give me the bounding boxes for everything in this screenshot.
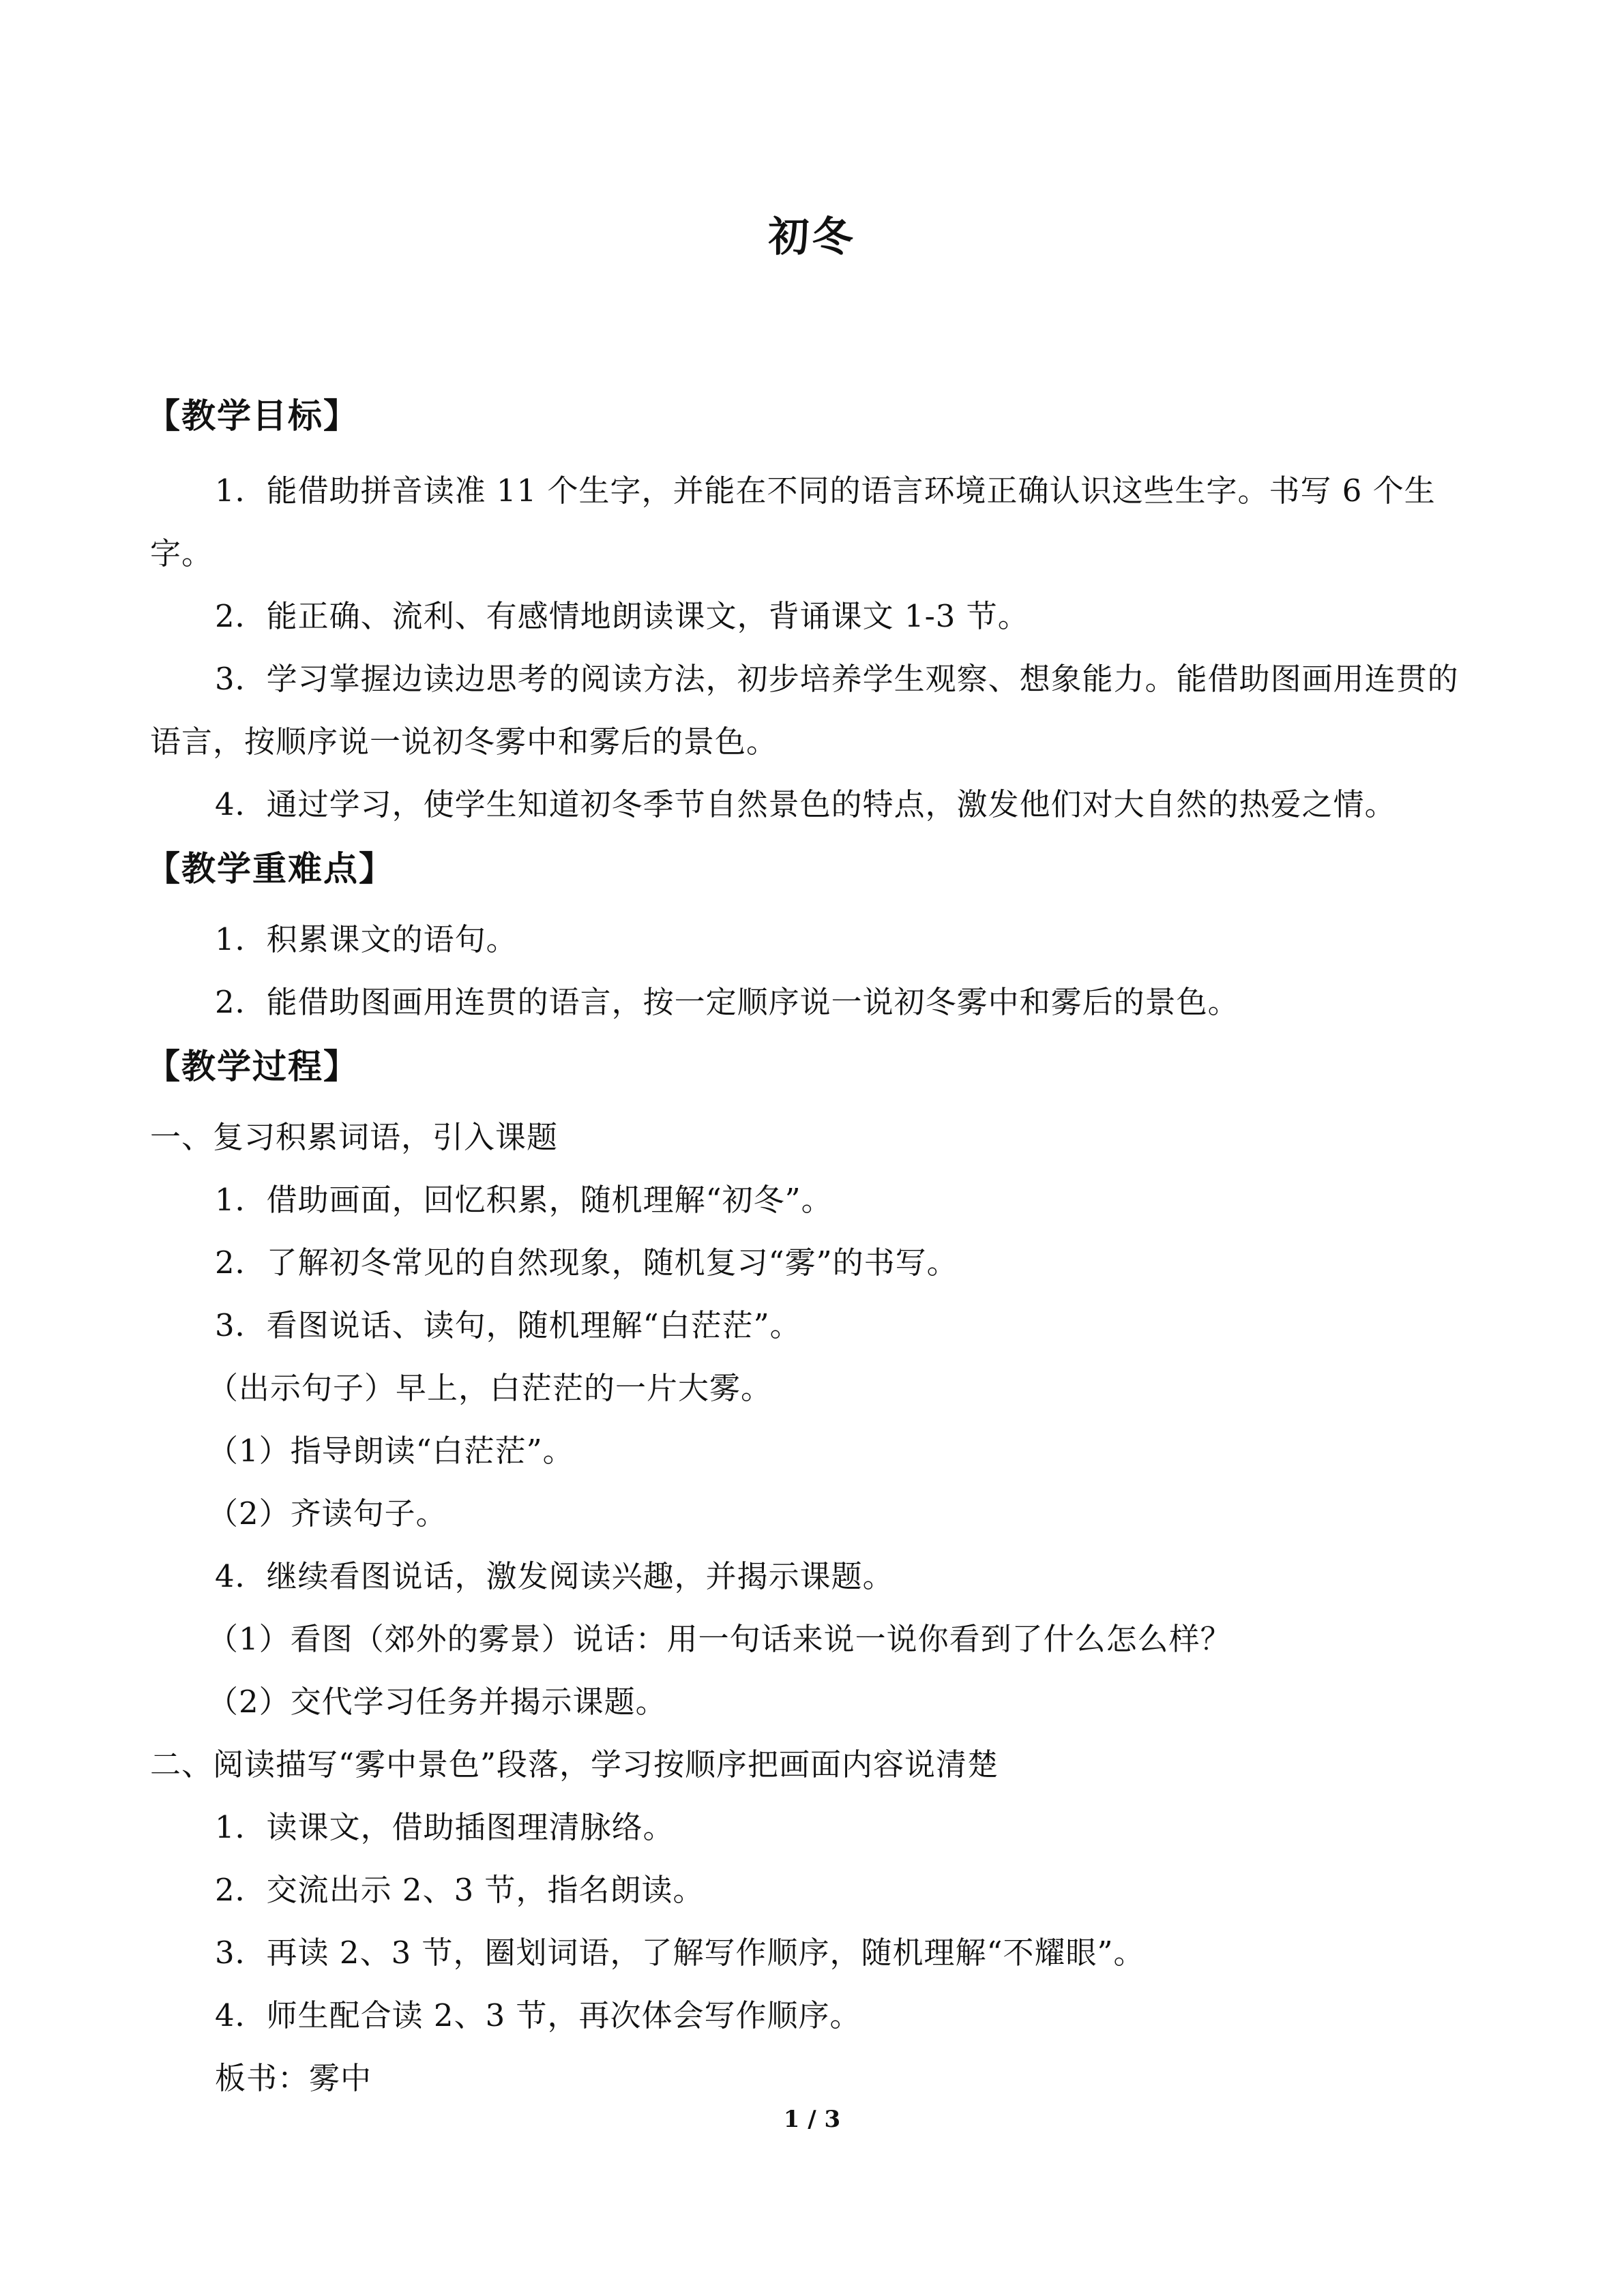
process-part1-line-6: （2）齐读句子。 xyxy=(207,1495,447,1532)
objective-item-1: 1．能借助拼音读准 11 个生字，并能在不同的语言环境正确认识这些生字。书写 6 个生字。 xyxy=(150,473,1436,571)
process-part1-title: 一、复习积累词语，引入课题 xyxy=(150,1119,559,1155)
section-heading-key-points: 【教学重难点】 xyxy=(146,849,394,889)
process-part1-line-3: 3．看图说话、读句，随机理解“白茫茫”。 xyxy=(215,1307,801,1343)
process-part1-line-8: （1）看图（郊外的雾景）说话：用一句话来说一说你看到了什么怎么样？ xyxy=(207,1621,1232,1657)
objective-item-3: 3．学习掌握边读边思考的阅读方法，初步培养学生观察、想象能力。能借助图画用连贯的语言，按顺序说一说初冬雾中和雾后的景色。 xyxy=(150,661,1459,760)
process-part2-line-5: 板书：雾中 xyxy=(215,2060,372,2096)
section-heading-process: 【教学过程】 xyxy=(146,1047,359,1086)
process-part1-line-2: 2．了解初冬常见的自然现象，随机复习“雾”的书写。 xyxy=(215,1244,958,1281)
key-point-item-1: 1．积累课文的语句。 xyxy=(215,921,518,957)
document-body xyxy=(146,383,1479,2110)
process-part1-line-7: 4．继续看图说话，激发阅读兴趣，并揭示课题。 xyxy=(215,1558,894,1594)
key-point-item-2: 2．能借助图画用连贯的语言，按一定顺序说一说初冬雾中和雾后的景色。 xyxy=(215,984,1239,1020)
process-part2-line-2: 2．交流出示 2、3 节，指名朗读。 xyxy=(215,1872,705,1908)
process-part2-line-3: 3．再读 2、3 节，圈划词语，了解写作顺序，随机理解“不耀眼”。 xyxy=(215,1935,1145,1971)
objective-item-4: 4．通过学习，使学生知道初冬季节自然景色的特点，激发他们对大自然的热爱之情。 xyxy=(215,786,1396,822)
section-heading-objectives: 【教学目标】 xyxy=(146,396,359,436)
objective-item-2: 2．能正确、流利、有感情地朗读课文，背诵课文 1-3 节。 xyxy=(215,598,1029,634)
process-part2-line-4: 4．师生配合读 2、3 节，再次体会写作顺序。 xyxy=(215,1997,861,2033)
document-title: 初冬 xyxy=(768,213,856,261)
page-number: 1 / 3 xyxy=(783,2106,841,2133)
process-part2-line-1: 1．读课文，借助插图理清脉络。 xyxy=(215,1809,675,1845)
process-part2-title: 二、阅读描写“雾中景色”段落，学习按顺序把画面内容说清楚 xyxy=(150,1746,999,1783)
process-part1-line-1: 1．借助画面，回忆积累，随机理解“初冬”。 xyxy=(215,1182,833,1218)
process-part1-line-9: （2）交代学习任务并揭示课题。 xyxy=(207,1684,667,1720)
process-part1-line-4: （出示句子）早上，白茫茫的一片大雾。 xyxy=(207,1370,773,1406)
process-part1-line-5: （1）指导朗读“白茫茫”。 xyxy=(207,1433,574,1469)
